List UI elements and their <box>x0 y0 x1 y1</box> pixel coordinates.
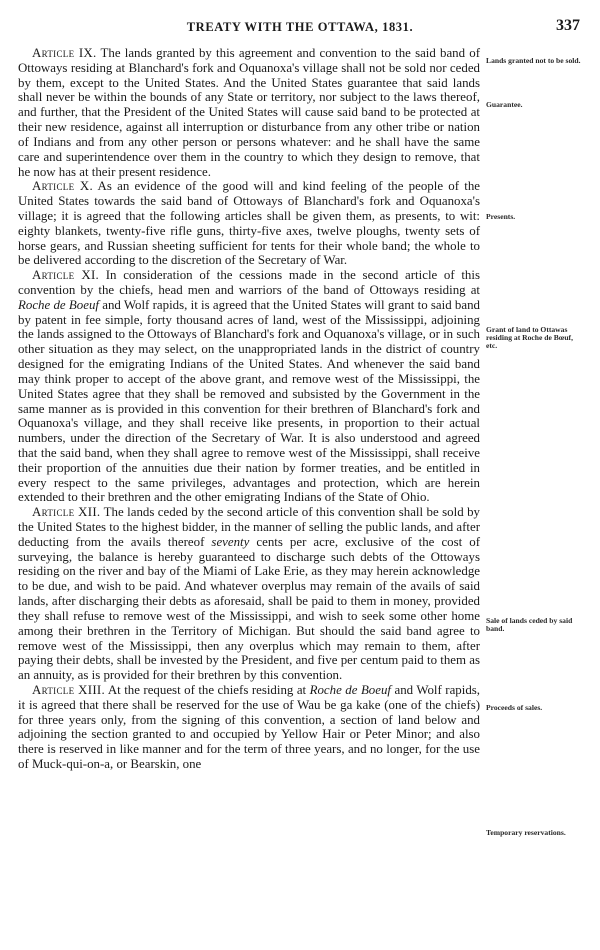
article-10-text: As an evidence of the good will and kind feeling of the people of the United States towards the said band of Ottoways of Blanchard's fork and Oquanoxa's village; it is agreed that the following articles shall be given them, as presents, to wit: eighty blankets, twenty-five rifle guns, thirty-five axes, twelve ploughs, twenty sets of horse gears, and Russian sheeting sufficient for tents for their whole band; the whole to be delivered according to the discretion of the Secretary of War. <box>18 179 480 268</box>
article-13-heading: Article XIII. <box>32 682 106 697</box>
article-12-heading: Article XII. <box>32 505 101 520</box>
margin-note-proceeds: Proceeds of sales. <box>486 703 543 712</box>
article-11-text-b: and Wolf rapids, it is agreed that the United States will grant to said band by patent in fee simple, forty thousand acres of land, west of the Mississippi, adjoining the lands assigned to the Ottoways of Blanchard's fork and Oquanoxa's village, or in such other situation as they may select, on the unappropriated lands in the district of country designed for the emigrating Indians of the United States. And whenever the said band may think proper to accept of the above grant, and remove west of the Mississippi, the United States agree that they shall be removed and subsisted by the Government in the same manner as is provided in this convention for their brethren of Blanchard's fork and Oquanoxa's village, and they shall receive like presents, in proportion to their actual numbers, under the direction of the Secretary of War. It is also understood and agreed that the said band, when they shall agree to remove west of the Mississippi, shall receive their proportion of the annuities due their nation by former treaties, and be entitled in every respect to the same privileges, advantages and protection, which are herein extended to their brethren and the other emigrating Indians of the State of Ohio. <box>18 297 480 505</box>
margin-notes <box>486 0 584 950</box>
article-9-text: The lands granted by this agreement and convention to the said band of Ottoways residing at Blanchard's fork and Oquanoxa's village shall not be sold nor ceded by them, except to the United States. And the United States guarantee that said lands shall never be within the bounds of any State or territory, nor subject to the laws thereof, and further, that the President of the United States will cause said band to be protected at their new residence, against all interruption or disturbance from any other tribe or nation of Indians and from any other person or persons whatever: and he shall have the same care and superintendence over them in the country to which they design to remove, that he now has at their present residence. <box>18 46 480 179</box>
treaty-text <box>18 46 480 772</box>
article-13-text-a: At the request of the chiefs residing at <box>107 682 310 697</box>
article-12 <box>18 505 480 683</box>
article-13 <box>18 683 480 772</box>
margin-note-presents: Presents. <box>486 212 516 221</box>
margin-note-temporary-reservations: Temporary reservations. <box>486 828 566 837</box>
article-10-heading: Article X. <box>32 179 94 194</box>
margin-note-guarantee: Guarantee. <box>486 100 523 109</box>
page-number: 337 <box>556 17 580 34</box>
article-13-place-name: Roche de Boeuf <box>309 682 392 697</box>
margin-note-lands-not-sold: Lands granted not to be sold. <box>486 56 581 65</box>
article-13-text-b: and Wolf rapids, it is agreed that there shall be reserved for the use of Wau be ga kake (one of the chiefs) for three years only, from the signing of this convention, a section of land below and adjoining the section granted to and occupied by Yellow Hair or Peter Minor; and also there is reserved in like manner and for the term of three years, and no longer, for the use of Muck-qui-on-a, or Bearskin, one <box>18 682 481 771</box>
article-12-emphasis: seventy <box>211 534 250 549</box>
article-12-text-a: The lands ceded by the second article of this convention shall be sold by the United States to the highest bidder, in the manner of selling the public lands, and after deducting from the avails thereof <box>18 505 480 549</box>
margin-note-grant-of-land: Grant of land to Ottawas residing at Roche de Bœuf, etc. <box>486 325 573 351</box>
margin-note-sale-of-lands: Sale of lands ceded by said band. <box>486 616 573 634</box>
article-10 <box>18 179 480 268</box>
article-11 <box>18 268 480 505</box>
article-11-heading: Article XI. <box>32 268 100 283</box>
article-9-heading: Article IX. <box>32 46 97 60</box>
article-11-place-name: Roche de Boeuf <box>18 297 99 312</box>
article-9 <box>18 46 480 179</box>
running-title: TREATY WITH THE OTTAWA, 1831. <box>186 20 414 34</box>
article-12-text-b: cents per acre, exclusive of the cost of surveying, the balance is hereby guaranteed to discharge such debts of the Ottoways residing on the river and bay of the Miami of Lake Erie, as they may herein acknowledge to be due, and wish to be paid. And whatever overplus may remain of the avails of said lands, after discharging their debts as aforesaid, shall be paid to them in money, provided they shall refuse to remove west of the Mississippi, and wish to seek some other home among their brethren in the Territory of Michigan. But should the said band agree to remove west of the Mississippi, then any overplus which may remain to them, after paying their debts, shall be invested by the President, and five per centum paid to them as an annuity, as is provided for their brethren by this convention. <box>18 534 480 683</box>
article-11-text-a: In consideration of the cessions made in the second article of this convention by the chiefs, head men and warriors of the band of Ottoways residing at <box>18 268 480 297</box>
